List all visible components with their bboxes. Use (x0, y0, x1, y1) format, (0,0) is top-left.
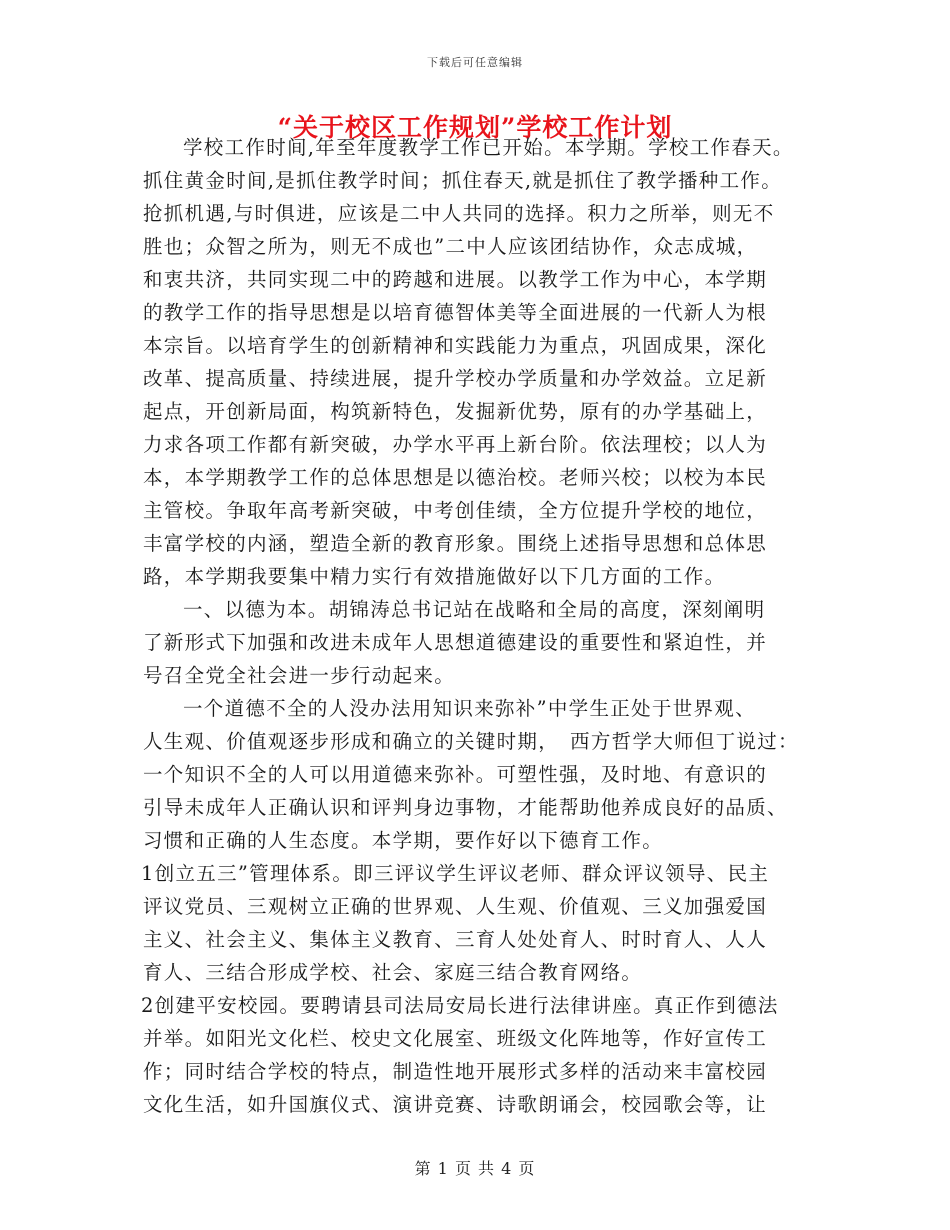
page-footer: 第 1 页 共 4 页 (414, 1159, 536, 1178)
body-line: 育人、三结合形成学校、社会、家庭三结合教育网络。 (143, 961, 643, 984)
body-line: 一个知识不全的人可以用道德来弥补。可塑性强，及时地、有意识的 (143, 763, 768, 786)
body-line: 习惯和正确的人生态度。本学期，要作好以下德育工作。 (143, 829, 664, 852)
body-line: 胜也；众智之所为，则无不成也”二中人应该团结协作，众志成城， (143, 235, 758, 258)
body-line: 一个道德不全的人没办法用知识来弥补”中学生正处于世界观、 (183, 697, 756, 720)
body-line: 主管校。争取年高考新突破，中考创佳绩，全方位提升学校的地位， (143, 499, 768, 522)
body-line: 了新形式下加强和改进未成年人思想道德建设的重要性和紧迫性，并 (143, 631, 768, 654)
body-line: 号召全党全社会进一步行动起来。 (143, 664, 456, 687)
body-line: 一、以德为本。胡锦涛总书记站在战略和全局的高度，深刻阐明 (183, 598, 766, 621)
document-title: “关于校区工作规划”学校工作计划 (277, 113, 673, 142)
body-line: 本，本学期教学工作的总体思想是以德治校。老师兴校；以校为本民 (143, 466, 768, 489)
body-line: 丰富学校的内涵，塑造全新的教育形象。围绕上述指导思想和总体思 (143, 532, 768, 555)
header-note: 下载后可任意编辑 (427, 56, 523, 69)
body-line: 文化生活，如升国旗仪式、演讲竞赛、诗歌朗诵会，校园歌会等，让 (143, 1093, 768, 1116)
body-line: 人生观、价值观逐步形成和确立的关键时期， 西方哲学大师但丁说过： (143, 730, 799, 753)
body-line: 学校工作时间,年至年度教学工作已开始。本学期。学校工作春天。 (183, 136, 794, 159)
body-line: 评议党员、三观树立正确的世界观、人生观、价值观、三义加强爱国 (143, 895, 768, 918)
body-line: 路，本学期我要集中精力实行有效措施做好以下几方面的工作。 (143, 565, 726, 588)
body-line: 本宗旨。以培育学生的创新精神和实践能力为重点，巩固成果，深化 (143, 334, 768, 357)
body-line: 引导未成年人正确认识和评判身边事物，才能帮助他养成良好的品质、 (143, 796, 788, 819)
body-line: 并举。如阳光文化栏、校史文化展室、班级文化阵地等，作好宣传工 (143, 1027, 768, 1050)
body-line: 主义、社会主义、集体主义教育、三育人处处育人、时时育人、人人 (143, 928, 768, 951)
body-line: 改革、提高质量、持续进展，提升学校办学质量和办学效益。立足新 (143, 367, 768, 390)
document-body (143, 131, 833, 1121)
body-line: 作；同时结合学校的特点，制造性地开展形式多样的活动来丰富校园 (143, 1060, 768, 1083)
body-line: 力求各项工作都有新突破，办学水平再上新台阶。依法理校；以人为 (143, 433, 768, 456)
body-line: 抓住黄金时间,是抓住教学时间；抓住春天,就是抓住了教学播种工作。 (143, 169, 782, 192)
body-line: 起点，开创新局面，构筑新特色，发掘新优势，原有的办学基础上， (143, 400, 768, 423)
body-line: 和衷共济，共同实现二中的跨越和进展。以教学工作为中心，本学期 (143, 268, 768, 291)
body-line: 抢抓机遇,与时俱进，应该是二中人共同的选择。积力之所举，则无不 (143, 202, 775, 225)
body-line: 的教学工作的指导思想是以培育德智体美等全面进展的一代新人为根 (143, 301, 768, 324)
body-line: 2创建平安校园。要聘请县司法局安局长进行法律讲座。真正作到德法 (141, 994, 779, 1017)
body-line: 1创立五三”管理体系。即三评议学生评议老师、群众评议领导、民主 (141, 862, 770, 885)
